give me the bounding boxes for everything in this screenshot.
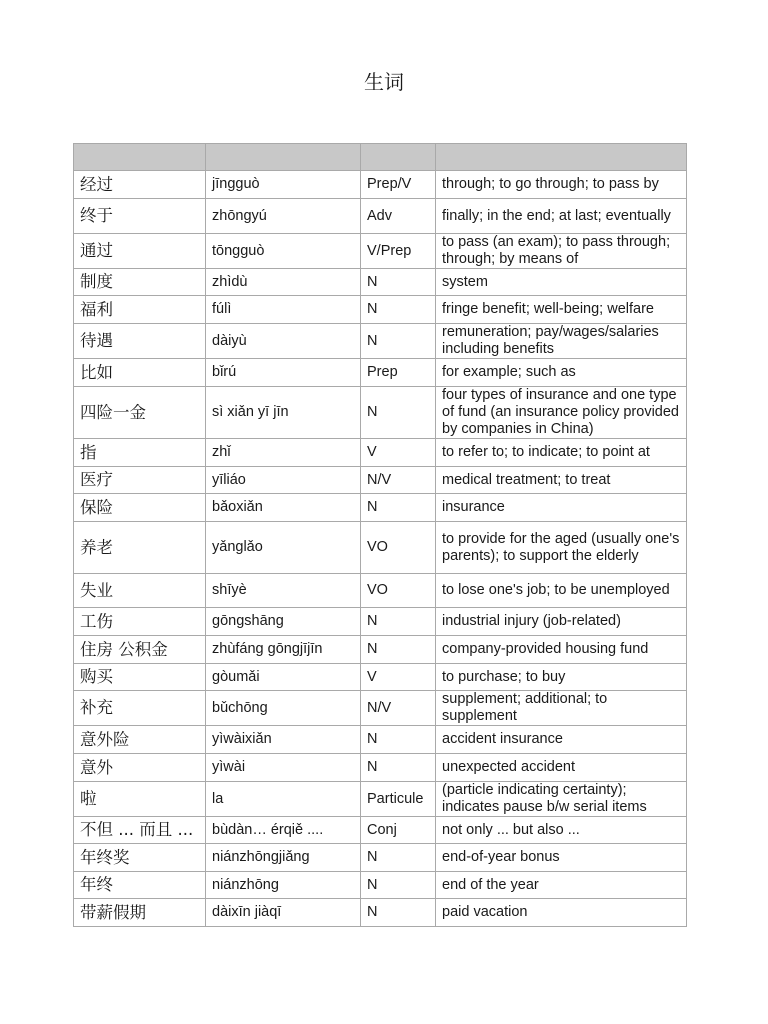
part-of-speech-cell: N	[361, 844, 436, 872]
table-row	[74, 359, 687, 387]
word-cell: 终于	[74, 199, 206, 234]
part-of-speech-cell: N	[361, 899, 436, 927]
definition-cell: company-provided housing fund	[436, 636, 687, 664]
word-cell: 医疗	[74, 467, 206, 494]
table-row	[74, 199, 687, 234]
definition-cell: insurance	[436, 494, 687, 522]
pinyin-cell: niánzhōngjiǎng	[206, 844, 361, 872]
word-cell: 意外险	[74, 726, 206, 754]
table-header-row	[74, 144, 687, 171]
table-row	[74, 872, 687, 899]
table-row	[74, 574, 687, 608]
definition-cell: finally; in the end; at last; eventually	[436, 199, 687, 234]
part-of-speech-cell: N	[361, 494, 436, 522]
definition-cell: to refer to; to indicate; to point at	[436, 439, 687, 467]
definition-cell: to lose one's job; to be unemployed	[436, 574, 687, 608]
table-row	[74, 636, 687, 664]
pinyin-cell: gōngshāng	[206, 608, 361, 636]
definition-cell: medical treatment; to treat	[436, 467, 687, 494]
definition-cell: unexpected accident	[436, 754, 687, 782]
pinyin-cell: fúlì	[206, 296, 361, 324]
word-cell: 啦	[74, 782, 206, 817]
table-row	[74, 664, 687, 691]
table-row	[74, 844, 687, 872]
definition-cell: four types of insurance and one type of fund (an insurance policy provided by companies in China)	[436, 387, 687, 439]
definition-cell: end-of-year bonus	[436, 844, 687, 872]
definition-cell: end of the year	[436, 872, 687, 899]
part-of-speech-cell: N	[361, 296, 436, 324]
table-row	[74, 522, 687, 574]
word-cell: 失业	[74, 574, 206, 608]
definition-cell: system	[436, 269, 687, 296]
table-row	[74, 817, 687, 844]
table-row	[74, 608, 687, 636]
part-of-speech-cell: Conj	[361, 817, 436, 844]
table-row	[74, 726, 687, 754]
pinyin-cell: dàiyù	[206, 324, 361, 359]
part-of-speech-cell: N	[361, 872, 436, 899]
word-cell: 年终	[74, 872, 206, 899]
definition-cell: remuneration; pay/wages/salaries including benefits	[436, 324, 687, 359]
table-row	[74, 324, 687, 359]
pinyin-cell: zhìdù	[206, 269, 361, 296]
pinyin-cell: yìwài	[206, 754, 361, 782]
pinyin-cell: shīyè	[206, 574, 361, 608]
part-of-speech-cell: Particule	[361, 782, 436, 817]
part-of-speech-cell: N	[361, 608, 436, 636]
pinyin-cell: gòumǎi	[206, 664, 361, 691]
pinyin-cell: la	[206, 782, 361, 817]
definition-cell: (particle indicating certainty); indicates pause b/w serial items	[436, 782, 687, 817]
part-of-speech-cell: Prep	[361, 359, 436, 387]
word-cell: 比如	[74, 359, 206, 387]
table-row	[74, 494, 687, 522]
table-row	[74, 467, 687, 494]
word-cell: 通过	[74, 234, 206, 269]
part-of-speech-cell: N/V	[361, 691, 436, 726]
part-of-speech-cell: N	[361, 754, 436, 782]
table-row	[74, 387, 687, 439]
part-of-speech-cell: V	[361, 664, 436, 691]
pinyin-cell: bǔchōng	[206, 691, 361, 726]
pinyin-cell: sì xiǎn yī jīn	[206, 387, 361, 439]
word-cell: 工伤	[74, 608, 206, 636]
word-cell: 补充	[74, 691, 206, 726]
part-of-speech-cell: N	[361, 387, 436, 439]
part-of-speech-cell: Prep/V	[361, 171, 436, 199]
pinyin-cell: niánzhōng	[206, 872, 361, 899]
part-of-speech-cell: N	[361, 269, 436, 296]
definition-cell: industrial injury (job-related)	[436, 608, 687, 636]
pinyin-cell: dàixīn jiàqī	[206, 899, 361, 927]
definition-cell: supplement; additional; to supplement	[436, 691, 687, 726]
word-cell: 住房 公积金	[74, 636, 206, 664]
definition-cell: paid vacation	[436, 899, 687, 927]
table-row	[74, 899, 687, 927]
part-of-speech-cell: N	[361, 636, 436, 664]
pinyin-cell: yīliáo	[206, 467, 361, 494]
table-row	[74, 171, 687, 199]
definition-cell: accident insurance	[436, 726, 687, 754]
vocabulary-table	[73, 143, 687, 927]
table-row	[74, 782, 687, 817]
header-cell-word	[74, 144, 206, 171]
table-row	[74, 754, 687, 782]
pinyin-cell: zhōngyú	[206, 199, 361, 234]
word-cell: 指	[74, 439, 206, 467]
table-row	[74, 439, 687, 467]
definition-cell: to pass (an exam); to pass through; through; by means of	[436, 234, 687, 269]
pinyin-cell: yǎnglǎo	[206, 522, 361, 574]
part-of-speech-cell: N	[361, 324, 436, 359]
table-row	[74, 234, 687, 269]
part-of-speech-cell: N	[361, 726, 436, 754]
table-row	[74, 296, 687, 324]
pinyin-cell: zhǐ	[206, 439, 361, 467]
definition-cell: not only ... but also ...	[436, 817, 687, 844]
definition-cell: through; to go through; to pass by	[436, 171, 687, 199]
word-cell: 制度	[74, 269, 206, 296]
part-of-speech-cell: V	[361, 439, 436, 467]
pinyin-cell: bùdàn… érqiě ....	[206, 817, 361, 844]
definition-cell: to provide for the aged (usually one's parents); to support the elderly	[436, 522, 687, 574]
header-cell-definition	[436, 144, 687, 171]
part-of-speech-cell: N/V	[361, 467, 436, 494]
definition-cell: for example; such as	[436, 359, 687, 387]
word-cell: 年终奖	[74, 844, 206, 872]
header-cell-part-of-speech	[361, 144, 436, 171]
word-cell: 购买	[74, 664, 206, 691]
pinyin-cell: tōngguò	[206, 234, 361, 269]
part-of-speech-cell: V/Prep	[361, 234, 436, 269]
table-row	[74, 269, 687, 296]
pinyin-cell: bǎoxiǎn	[206, 494, 361, 522]
word-cell: 经过	[74, 171, 206, 199]
definition-cell: to purchase; to buy	[436, 664, 687, 691]
pinyin-cell: zhùfáng gōngjījīn	[206, 636, 361, 664]
page-title: 生词	[364, 70, 404, 94]
word-cell: 带薪假期	[74, 899, 206, 927]
word-cell: 四险一金	[74, 387, 206, 439]
pinyin-cell: bǐrú	[206, 359, 361, 387]
word-cell: 意外	[74, 754, 206, 782]
part-of-speech-cell: VO	[361, 522, 436, 574]
word-cell: 养老	[74, 522, 206, 574]
definition-cell: fringe benefit; well-being; welfare	[436, 296, 687, 324]
pinyin-cell: yìwàixiǎn	[206, 726, 361, 754]
part-of-speech-cell: VO	[361, 574, 436, 608]
header-cell-pinyin	[206, 144, 361, 171]
table-row	[74, 691, 687, 726]
word-cell: 不但 ... 而且 ...	[74, 817, 206, 844]
part-of-speech-cell: Adv	[361, 199, 436, 234]
pinyin-cell: jīngguò	[206, 171, 361, 199]
word-cell: 待遇	[74, 324, 206, 359]
word-cell: 保险	[74, 494, 206, 522]
word-cell: 福利	[74, 296, 206, 324]
